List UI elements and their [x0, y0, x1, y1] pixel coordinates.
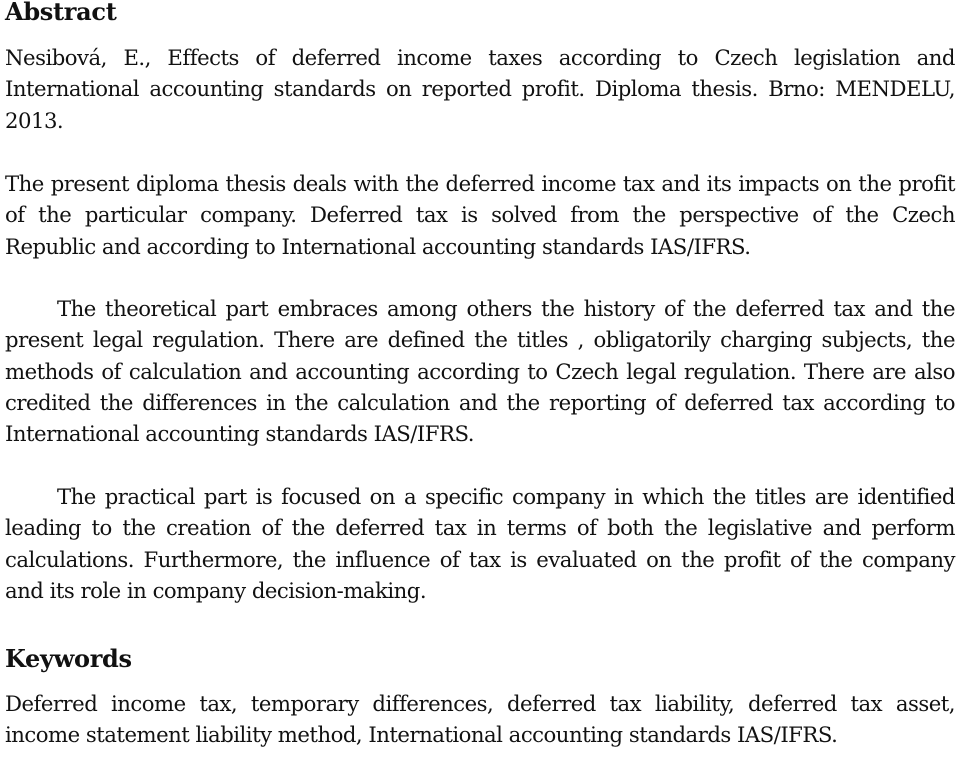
keywords-heading: Keywords	[5, 644, 132, 673]
abstract-paragraph-theoretical: The theoretical part embraces among others the history of the deferred tax and the present legal regulation. There are defined the titles , obligatorily charging subjects, the methods of calculation and accounting according to Czech legal regulation. There are also credited the differences in the calculation and the reporting of deferred tax according to International accounting standards IAS/IFRS.	[5, 296, 955, 447]
citation-text: Nesibová, E., Effects of deferred income taxes according to Czech legislation and International accounting standards on reported profit. Diploma thesis. Brno: MENDELU, 2013.	[5, 45, 955, 133]
abstract-paragraph-intro: The present diploma thesis deals with the deferred income tax and its impacts on the profit of the particular company. Deferred tax is solved from the perspective of the Czech Republic and according to International accounting standards IAS/IFRS.	[5, 171, 955, 259]
keywords-text: Deferred income tax, temporary differences, deferred tax liability, deferred tax asset, income statement liability method, International accounting standards IAS/IFRS.	[5, 691, 955, 748]
abstract-heading: Abstract	[5, 0, 117, 26]
abstract-paragraph-practical: The practical part is focused on a specific company in which the titles are identified leading to the creation of the deferred tax in terms of both the legislative and perform calculations. Furthermore, the influence of tax is evaluated on the profit of the company and its role in company decision-making.	[5, 484, 955, 603]
